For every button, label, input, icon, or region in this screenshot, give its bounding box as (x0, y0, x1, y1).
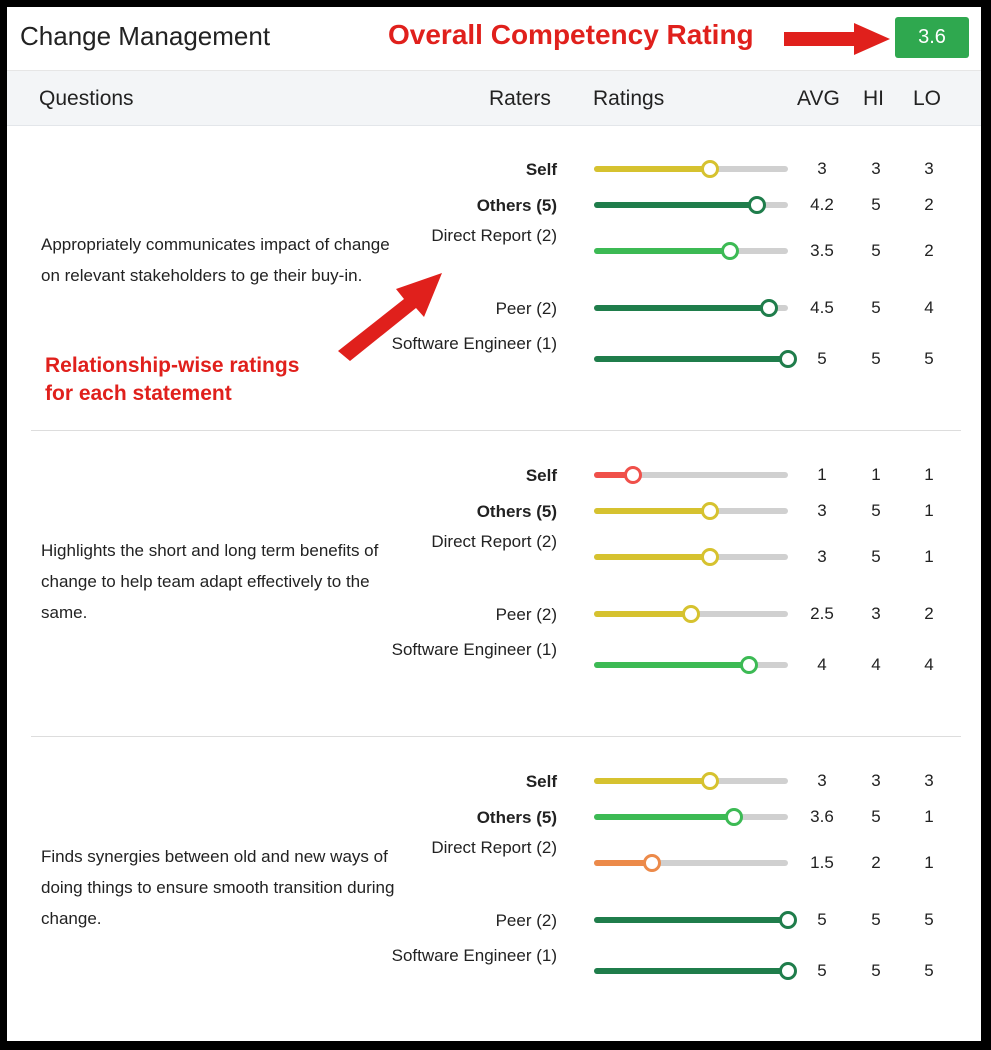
rating-marker (779, 962, 797, 980)
rating-marker (701, 160, 719, 178)
hi-value: 5 (871, 195, 881, 214)
question-text: Finds synergies between old and new ways of doing things to ensure smooth transition during change. (41, 847, 395, 928)
col-questions: Questions (39, 87, 134, 110)
rater-label: Peer (2) (495, 910, 557, 930)
lo-value: 1 (924, 853, 934, 872)
competency-card (7, 7, 981, 1041)
avg-value: 4.5 (810, 298, 834, 317)
rater-label: Self (525, 465, 557, 485)
question-text: Appropriately communicates impact of change on relevant stakeholders to ge their buy-in. (41, 235, 390, 285)
hi-value: 5 (871, 501, 881, 520)
rating-bar-fill (594, 968, 788, 974)
hi-value: 5 (871, 807, 881, 826)
table-header (7, 71, 981, 126)
card-header (7, 7, 981, 71)
rater-label: Self (525, 771, 557, 791)
rating-bar (594, 554, 788, 560)
hi-value: 5 (871, 349, 881, 368)
rater-label: Software Engineer (1) (391, 334, 557, 353)
lo-value: 1 (924, 465, 934, 484)
rating-bar-fill (594, 611, 691, 617)
rater-label: Software Engineer (1) (391, 640, 557, 659)
rating-marker (760, 299, 778, 317)
overall-rating-annotation: Overall Competency Rating (388, 19, 754, 50)
rating-bar (594, 611, 788, 617)
lo-value: 4 (924, 655, 934, 674)
rating-marker (721, 242, 739, 260)
rating-bar (594, 662, 788, 668)
rating-marker (748, 196, 766, 214)
rater-label: Others (5) (476, 195, 557, 215)
rating-bar-fill (594, 778, 710, 784)
avg-value: 3 (817, 501, 827, 520)
rating-bar-fill (594, 814, 734, 820)
hi-value: 5 (871, 910, 881, 929)
lo-value: 1 (924, 547, 934, 566)
overall-score-badge: 3.6 (895, 17, 969, 58)
rating-bar-fill (594, 356, 788, 362)
rating-bar (594, 508, 788, 514)
rating-bar (594, 305, 788, 311)
rating-bar (594, 202, 788, 208)
rating-bar (594, 166, 788, 172)
rating-bar (594, 356, 788, 362)
avg-value: 1.5 (810, 853, 834, 872)
lo-value: 5 (924, 961, 934, 980)
rating-bar (594, 860, 788, 866)
section-title: Change Management (20, 21, 271, 51)
avg-value: 4 (817, 655, 827, 674)
rater-label: Direct Report (2) (431, 226, 557, 245)
avg-value: 3.5 (810, 241, 834, 260)
rating-bar (594, 814, 788, 820)
rating-marker (779, 911, 797, 929)
lo-value: 5 (924, 910, 934, 929)
hi-value: 2 (871, 853, 881, 872)
rating-bar-fill (594, 554, 710, 560)
rating-bar-fill (594, 662, 749, 668)
relationship-annotation-line2: for each statement (45, 382, 232, 405)
rating-marker (701, 502, 719, 520)
hi-value: 3 (871, 771, 881, 790)
rating-marker (740, 656, 758, 674)
question-text: Highlights the short and long term benefits of change to help team adapt effectively to the same. (41, 541, 379, 622)
rating-bar-fill (594, 166, 710, 172)
overall-arrow-icon (782, 21, 892, 57)
avg-value: 3 (817, 547, 827, 566)
rating-bar (594, 248, 788, 254)
avg-value: 5 (817, 349, 827, 368)
hi-value: 4 (871, 655, 881, 674)
avg-value: 1 (817, 465, 827, 484)
col-avg: AVG (797, 87, 840, 110)
rating-bar (594, 917, 788, 923)
avg-value: 4.2 (810, 195, 834, 214)
col-lo: LO (913, 87, 942, 110)
hi-value: 1 (871, 465, 881, 484)
question-block (31, 736, 961, 1043)
rating-marker (725, 808, 743, 826)
avg-value: 5 (817, 910, 827, 929)
hi-value: 3 (871, 604, 881, 623)
relationship-annotation-line1: Relationship-wise ratings (45, 354, 300, 377)
hi-value: 3 (871, 159, 881, 178)
lo-value: 1 (924, 807, 934, 826)
lo-value: 3 (924, 771, 934, 790)
rater-label: Self (525, 159, 557, 179)
question-block (31, 430, 961, 737)
lo-value: 5 (924, 349, 934, 368)
rating-marker (701, 772, 719, 790)
col-ratings: Ratings (593, 87, 665, 110)
rater-label: Peer (2) (495, 298, 557, 318)
rating-marker (624, 466, 642, 484)
col-hi: HI (863, 87, 884, 110)
lo-value: 4 (924, 298, 934, 317)
hi-value: 5 (871, 961, 881, 980)
rater-label: Peer (2) (495, 604, 557, 624)
avg-value: 2.5 (810, 604, 834, 623)
rater-label: Direct Report (2) (431, 532, 557, 551)
rating-bar-fill (594, 305, 769, 311)
avg-value: 3 (817, 159, 827, 178)
rater-label: Others (5) (476, 807, 557, 827)
rating-marker (682, 605, 700, 623)
rating-bar-fill (594, 508, 710, 514)
rating-marker (779, 350, 797, 368)
avg-value: 5 (817, 961, 827, 980)
rating-bar-fill (594, 202, 757, 208)
rater-label: Direct Report (2) (431, 838, 557, 857)
relationship-arrow-icon (332, 265, 447, 370)
rating-bar (594, 968, 788, 974)
rating-bar-fill (594, 917, 788, 923)
rating-marker (643, 854, 661, 872)
col-raters: Raters (489, 87, 551, 110)
hi-value: 5 (871, 241, 881, 260)
hi-value: 5 (871, 298, 881, 317)
lo-value: 2 (924, 604, 934, 623)
lo-value: 2 (924, 195, 934, 214)
rating-marker (701, 548, 719, 566)
hi-value: 5 (871, 547, 881, 566)
rater-label: Software Engineer (1) (391, 946, 557, 965)
rating-bar-fill (594, 248, 730, 254)
relationship-annotation (45, 352, 299, 408)
rating-bar (594, 472, 788, 478)
lo-value: 3 (924, 159, 934, 178)
rating-bar (594, 778, 788, 784)
lo-value: 1 (924, 501, 934, 520)
avg-value: 3.6 (810, 807, 834, 826)
avg-value: 3 (817, 771, 827, 790)
lo-value: 2 (924, 241, 934, 260)
rater-label: Others (5) (476, 501, 557, 521)
